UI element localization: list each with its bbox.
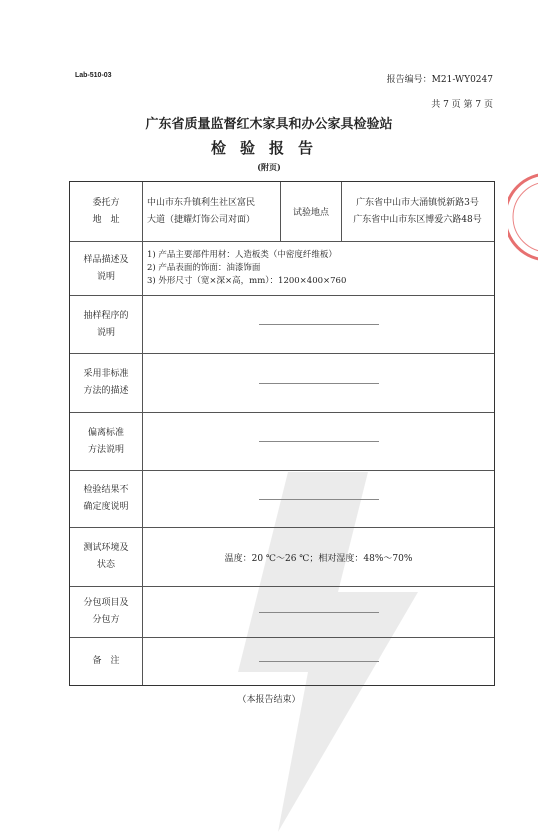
deviation-row <box>70 413 494 471</box>
blank-dash <box>259 499 379 500</box>
uncertainty-label: 检验结果不 确定度说明 <box>70 471 143 527</box>
red-seal-stamp <box>508 172 538 262</box>
blank-dash <box>259 383 379 384</box>
page-info: 共 7 页 第 7 页 <box>431 100 493 110</box>
report-end-note: （本报告结束） <box>237 695 301 705</box>
nonstandard-label: 采用非标准 方法的描述 <box>70 354 143 412</box>
report-subtitle: (附页) <box>257 162 281 172</box>
sample-description <box>143 249 494 288</box>
blank-dash <box>259 324 379 325</box>
sample-item: 2) 产品表面的饰面：油漆饰面 <box>147 263 261 273</box>
sample-label: 样品描述及 说明 <box>70 242 143 295</box>
uncertainty-row <box>70 471 494 528</box>
remarks-label: 备 注 <box>70 638 143 685</box>
remarks-row <box>70 638 494 685</box>
sampling-row <box>70 296 494 354</box>
client-address: 中山市东升镇利生社区富民 大道（捷耀灯饰公司对面） <box>143 182 281 241</box>
sampling-label: 抽样程序的 说明 <box>70 296 143 353</box>
subcontract-row <box>70 587 494 638</box>
deviation-label: 偏离标准 方法说明 <box>70 413 143 470</box>
lab-code: Lab-510-03 <box>75 72 112 79</box>
sample-item: 1) 产品主要部件用材：人造板类（中密度纤维板） <box>147 250 337 260</box>
blank-dash <box>259 661 379 662</box>
environment-value: 温度：20 ℃～26 ℃；相对湿度：48%～70% <box>224 553 413 564</box>
client-label: 委托方 地 址 <box>70 182 143 241</box>
report-number: 报告编号：M21-WY0247 <box>386 75 493 85</box>
test-site-label: 试验地点 <box>281 182 342 241</box>
subcontract-label: 分包项目及 分包方 <box>70 587 143 637</box>
test-site-value: 广东省中山市大涌镇悦新路3号 广东省中山市东区博爱六路48号 <box>353 197 482 225</box>
blank-dash <box>259 441 379 442</box>
nonstandard-row <box>70 354 494 413</box>
organization-name: 广东省质量监督红木家具和办公家具检验站 <box>145 117 393 132</box>
blank-dash <box>259 612 379 613</box>
sample-row <box>70 242 494 296</box>
environment-label: 测试环境及 状态 <box>70 528 143 586</box>
report-table <box>69 181 495 686</box>
sample-item: 3) 外形尺寸（宽×深×高，mm）：1200×400×760 <box>147 276 347 286</box>
client-row <box>70 182 494 242</box>
environment-row <box>70 528 494 587</box>
report-title: 检验报告 <box>210 139 327 157</box>
